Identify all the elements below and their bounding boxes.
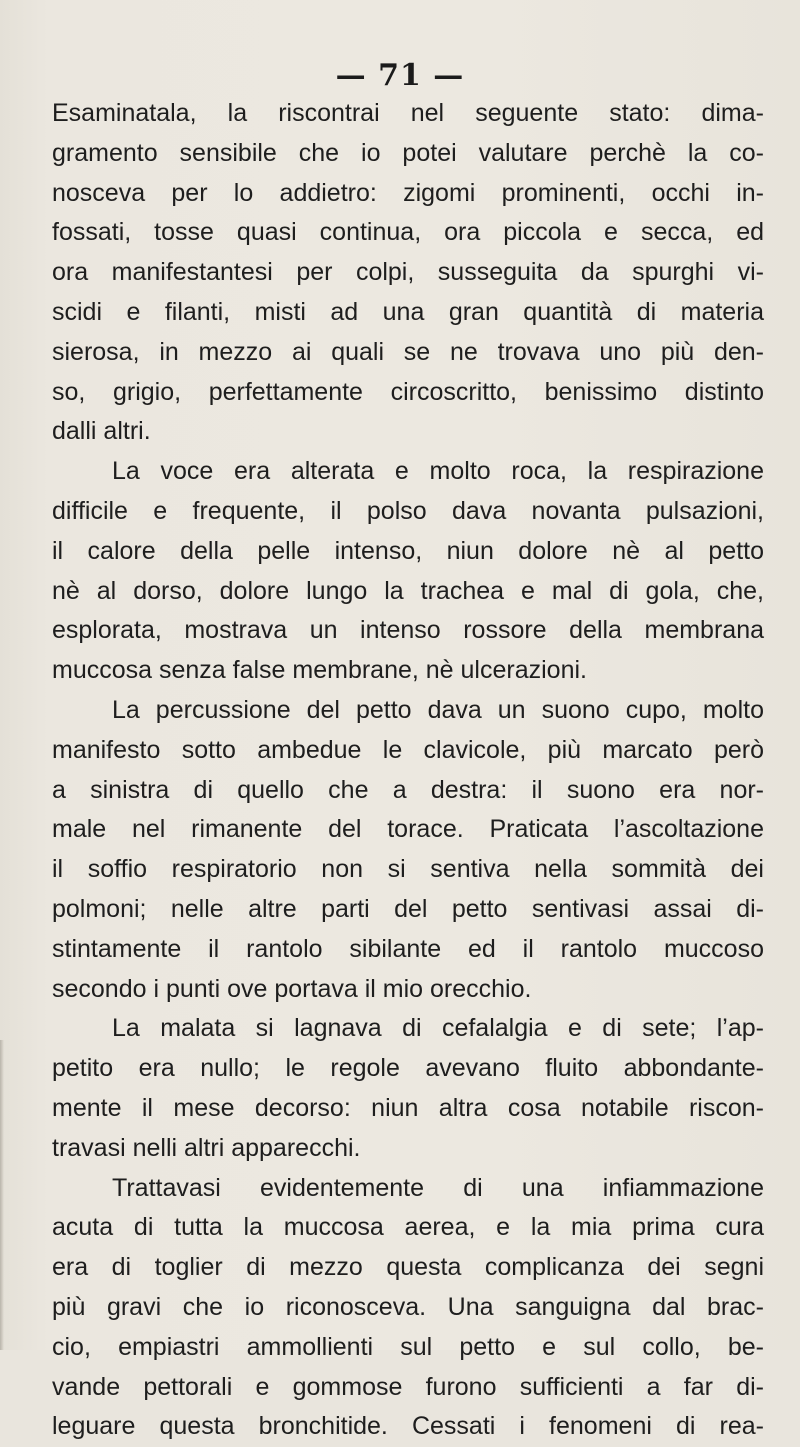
text-line: ora manifestantesi per colpi, susseguita da spurghi vi- [52,258,764,287]
text-line: nosceva per lo addietro: zigomi prominenti, occhi in- [52,178,764,207]
text-line: nè al dorso, dolore lungo la trachea e mal di gola, che, [52,576,764,605]
text-line: Trattavasi evidentemente di una infiammazione [112,1173,764,1202]
text-line: acuta di tutta la muccosa aerea, e la mia prima cura [52,1213,764,1242]
text-line: muccosa senza false membrane, nè ulcerazioni. [52,656,587,685]
text-line: polmoni; nelle altre parti del petto sentivasi assai di- [52,894,764,923]
text-line: il soffio respiratorio non si sentiva nella sommità dei [52,855,764,884]
text-line: Esaminatala, la riscontrai nel seguente stato: dima- [52,99,764,127]
text-line: difficile e frequente, il polso dava novanta pulsazioni, [52,496,764,525]
text-line: travasi nelli altri apparecchi. [52,1133,361,1162]
text-line: La malata si lagnava di cefalalgia e di sete; l’ap- [112,1014,764,1043]
page-number: — 71 — [335,58,465,93]
text-line: manifesto sotto ambedue le clavicole, più marcato però [52,735,764,764]
text-line: cio, empiastri ammollienti sul petto e sul collo, be- [52,1332,764,1361]
text-line: mente il mese decorso: niun altra cosa notabile riscon- [52,1093,764,1122]
text-line: male nel rimanente del torace. Praticata l’ascoltazione [52,815,764,844]
text-line: so, grigio, perfettamente circoscritto, benissimo distinto [52,377,764,406]
text-line: sierosa, in mezzo ai quali se ne trovava uno più den- [52,337,764,366]
page-edge-shadow [0,1040,4,1350]
text-line: petito era nullo; le regole avevano fluito abbondante- [52,1054,764,1083]
text-line: a sinistra di quello che a destra: il suono era nor- [52,775,764,804]
text-line: era di toglier di mezzo questa complicanza dei segni [52,1253,764,1282]
text-line: vande pettorali e gommose furono sufficienti a far di- [52,1372,764,1401]
text-line: La voce era alterata e molto roca, la respirazione [112,457,764,486]
text-line: dalli altri. [52,417,151,446]
text-line: il calore della pelle intenso, niun dolore nè al petto [52,536,764,565]
text-line: secondo i punti ove portava il mio orecchio. [52,974,532,1003]
text-line: più gravi che io riconosceva. Una sanguigna dal brac- [52,1292,764,1321]
text-line: scidi e filanti, misti ad una gran quantità di materia [52,297,764,326]
text-line: fossati, tosse quasi continua, ora piccola e secca, ed [52,218,764,247]
text-line: esplorata, mostrava un intenso rossore della membrana [52,616,764,645]
body-text [52,94,764,1447]
text-line: leguare questa bronchitide. Cessati i fenomeni di rea- [52,1412,764,1441]
text-line: La percussione del petto dava un suono cupo, molto [112,695,764,724]
text-line: gramento sensibile che io potei valutare perchè la co- [52,138,764,167]
text-line: stintamente il rantolo sibilante ed il rantolo muccoso [52,934,764,963]
